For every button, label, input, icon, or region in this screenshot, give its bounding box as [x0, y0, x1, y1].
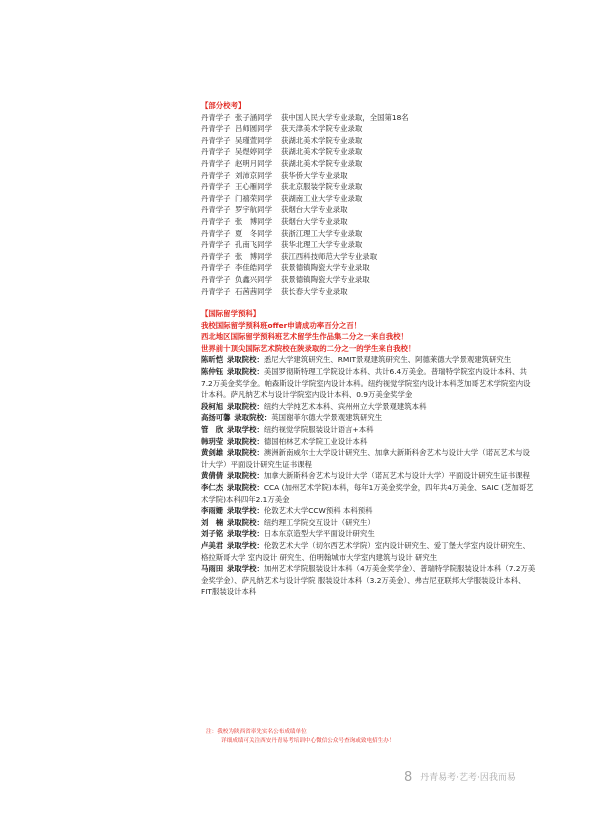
admission-label: 录取学校： [226, 529, 264, 539]
admission-result: 伦敦艺术大学（切尔西艺术学院）室内设计研究生、爱丁堡大学室内设计研究生、格拉斯哥大学 室内设计 研究生、伯明翰城市大学室内建筑与设计 研究生 [201, 540, 530, 562]
list-item [201, 447, 536, 470]
student-name: 陈仲钰 [201, 367, 224, 377]
list-item [201, 354, 536, 366]
student-name: 黄倩倩 [201, 471, 224, 481]
list-item [201, 112, 536, 124]
student-name: 高扬可馨 [201, 413, 231, 423]
student-name: 李雨姗 [201, 506, 224, 516]
list-item [201, 239, 536, 251]
admission-result: 纽约理工学院交互设计（研究生） [263, 517, 375, 527]
list-item [201, 170, 536, 182]
student-prefix: 丹青学子 [201, 182, 231, 192]
admission-result: 德国柏林艺术学院工业设计本科 [263, 436, 368, 446]
student-name: 石茜茜同学 [235, 286, 272, 296]
admission-result: CCA (加州艺术学院)本科，每年1万美金奖学金，四年共4万美金、SAIC (芝加哥艺术学院)本科四年2.1万美金 [201, 483, 534, 504]
intl-admission-list [201, 354, 536, 597]
student-prefix: 丹青学子 [201, 147, 231, 157]
student-name: 门禧荣同学 [235, 193, 272, 203]
student-name: 吴煜婷同学 [235, 147, 272, 157]
admission-result: 获烟台大学专业录取 [281, 205, 348, 215]
admission-label: 录取学校： [226, 506, 264, 516]
admission-label: 录取院校： [226, 436, 264, 446]
page-footer [404, 770, 516, 785]
admission-result: 获湖北美术学院专业录取 [281, 135, 363, 145]
student-name: 罗宇航同学 [235, 205, 272, 215]
admission-result: 获浙江理工大学专业录取 [281, 228, 363, 238]
list-item [201, 424, 536, 436]
admission-result: 加拿大新斯科舍艺术与设计大学（诺瓦艺术与设计大学）平面设计研究生证书课程 [263, 471, 530, 481]
admission-result: 获北京服装学院专业录取 [281, 182, 363, 192]
list-item [201, 528, 536, 540]
admission-result: 获江西科技师范大学专业录取 [281, 251, 378, 261]
list-item [201, 540, 536, 563]
admission-label: 录取院校： [226, 471, 264, 481]
list-item [201, 286, 536, 298]
admission-label: 录取学校： [226, 540, 264, 550]
list-item [201, 204, 536, 216]
student-name: 刘子铭 [201, 529, 224, 539]
student-prefix: 丹青学子 [201, 251, 231, 261]
admission-result: 获烟台大学专业录取 [281, 216, 348, 226]
list-item [201, 274, 536, 286]
student-name: 马雨田 [201, 564, 224, 574]
student-prefix: 丹青学子 [201, 170, 231, 180]
student-name: 张 博同学 [235, 216, 272, 226]
student-name: 张 博同学 [235, 251, 272, 261]
school-section-title: 【部分校考】 [201, 101, 246, 110]
student-prefix: 丹青学子 [201, 193, 231, 203]
admission-result: 获中国人民大学专业录取，全国第18名 [281, 112, 409, 122]
footer-slogan: 丹青易考·艺考·因我而易 [420, 773, 516, 783]
admission-label: 录取院校： [226, 401, 264, 411]
admission-label: 录取院校： [226, 483, 264, 492]
main-content [201, 100, 536, 598]
intl-section-title: 【国际留学预科】 [201, 309, 261, 319]
list-item [201, 517, 536, 529]
student-name: 刘 楠 [201, 517, 224, 527]
admission-result: 英国谢菲尔德大学景观建筑研究生 [271, 413, 383, 423]
student-name: 陈昕恺 [201, 355, 224, 365]
highlight-line: 西北地区国际留学预科班艺术留学生作品集二分之一来自我校！ [201, 332, 408, 342]
student-prefix: 丹青学子 [201, 216, 231, 226]
student-prefix: 丹青学子 [201, 286, 231, 296]
list-item [201, 158, 536, 170]
student-name: 夏 冬同学 [235, 228, 272, 238]
student-prefix: 丹青学子 [201, 274, 231, 284]
student-prefix: 丹青学子 [201, 112, 231, 122]
student-name: 吴瑾萱同学 [235, 135, 272, 145]
list-item [201, 181, 536, 193]
admission-label: 录取院校： [226, 355, 264, 365]
student-name: 刘沛京同学 [235, 170, 272, 180]
admission-result: 美国罗彻斯特理工学院设计本科、共计6.4万美金。普瑞特学院室内设计本科、共7.2万美金奖学金。帕森斯设计学院室内设计本科。纽约视觉学院室内设计本科芝加哥艺术学院室内设计本科。萨凡纳艺术与设计学院室内设计本科、0.9万美金奖学金 [201, 367, 531, 400]
list-item [201, 482, 536, 505]
student-prefix: 丹青学子 [201, 263, 231, 273]
admission-result: 伦敦艺术大学CCW预科 本科预科 [263, 506, 373, 516]
list-item [201, 412, 536, 424]
admission-label: 录取院校： [226, 448, 264, 458]
list-item [201, 123, 536, 135]
footnote-line-1: 注：我校为陕西省率先实名公布成绩单位 [206, 729, 307, 735]
admission-result: 获景德镇陶瓷大学专业录取 [281, 274, 370, 284]
student-name: 孔南飞同学 [235, 240, 272, 250]
admission-result: 获华北理工大学专业录取 [281, 240, 363, 250]
list-item [201, 228, 536, 240]
admission-result: 获湖北美术学院专业录取 [281, 158, 363, 168]
admission-result: 获长春大学专业录取 [281, 286, 348, 296]
list-item [201, 193, 536, 205]
list-item [201, 146, 536, 158]
student-name: 李仁杰 [201, 483, 224, 492]
footnote [206, 728, 394, 746]
student-name: 王心雁同学 [235, 182, 272, 192]
student-name: 赵明月同学 [235, 158, 272, 168]
list-item [201, 436, 536, 448]
admission-result: 获湖南工业大学专业录取 [281, 193, 363, 203]
student-name: 负鑫兴同学 [235, 274, 272, 284]
admission-result: 获华侨大学专业录取 [281, 170, 348, 180]
student-name: 李佳皓同学 [235, 263, 272, 273]
page-number: 8 [404, 770, 413, 785]
admission-label: 录取院校： [234, 413, 272, 423]
admission-result: 获天津美术学院专业录取 [281, 124, 363, 134]
student-name: 韩玥莹 [201, 436, 224, 446]
list-item [201, 470, 536, 482]
list-item [201, 401, 536, 413]
student-name: 管 欣 [201, 425, 224, 435]
student-prefix: 丹青学子 [201, 158, 231, 168]
list-item [201, 216, 536, 228]
list-item [201, 251, 536, 263]
student-name: 卢美君 [201, 540, 224, 550]
student-prefix: 丹青学子 [201, 124, 231, 134]
student-prefix: 丹青学子 [201, 240, 231, 250]
student-name: 吕师圆同学 [235, 124, 272, 134]
admission-label: 录取学校： [226, 564, 264, 574]
student-prefix: 丹青学子 [201, 205, 231, 215]
admission-result: 纽约视觉学院服装设计语言+本科 [263, 425, 374, 435]
admission-result: 纽约大学纯艺术本科、宾州州立大学景观建筑本科 [263, 401, 427, 411]
school-admission-list [201, 112, 536, 298]
list-item [201, 262, 536, 274]
admission-label: 录取院校： [226, 367, 264, 377]
student-name: 张子涵同学 [235, 112, 272, 122]
footnote-line-2: 详细成绩可关注西安丹青易考培训中心微信公众号查询或致电招生办！ [221, 738, 395, 744]
admission-result: 澳洲新南威尔士大学设计研究生、加拿大新斯科舍艺术与设计大学（诺瓦艺术与设计大学）平面设计研究生证书课程 [201, 448, 530, 469]
admission-result: 获景德镇陶瓷大学专业录取 [281, 263, 370, 273]
highlight-line: 世界前十顶尖国际艺术院校在陕录取的二分之一的学生来自我校！ [201, 343, 416, 353]
student-name: 段柯旭 [201, 401, 224, 411]
student-name: 黄剑雄 [201, 448, 224, 458]
list-item [201, 563, 536, 598]
list-item [201, 135, 536, 147]
admission-result: 加州艺术学院服装设计本科（4万美金奖学金）、普瑞特学院服装设计本科（7.2万美金奖学金）、萨凡纳艺术与设计学院 服装设计本科（3.2万美金）、弗吉尼亚联邦大学服装设计本科、FIT服装设计本科 [201, 564, 536, 597]
admission-result: 日本东京造型大学平面设计研究生 [263, 529, 375, 539]
intl-highlights [201, 320, 536, 355]
list-item [201, 366, 536, 401]
student-prefix: 丹青学子 [201, 228, 231, 238]
admission-label: 录取院校： [226, 517, 264, 527]
student-prefix: 丹青学子 [201, 135, 231, 145]
admission-result: 悉尼大学建筑研究生、RMIT景观建筑研究生、阿德莱德大学景观建筑研究生 [263, 355, 512, 365]
admission-label: 录取学校： [226, 425, 264, 435]
list-item [201, 505, 536, 517]
admission-result: 获湖北美术学院专业录取 [281, 147, 363, 157]
highlight-line: 我校国际留学预科班offer申请成功率百分之百！ [201, 320, 362, 330]
